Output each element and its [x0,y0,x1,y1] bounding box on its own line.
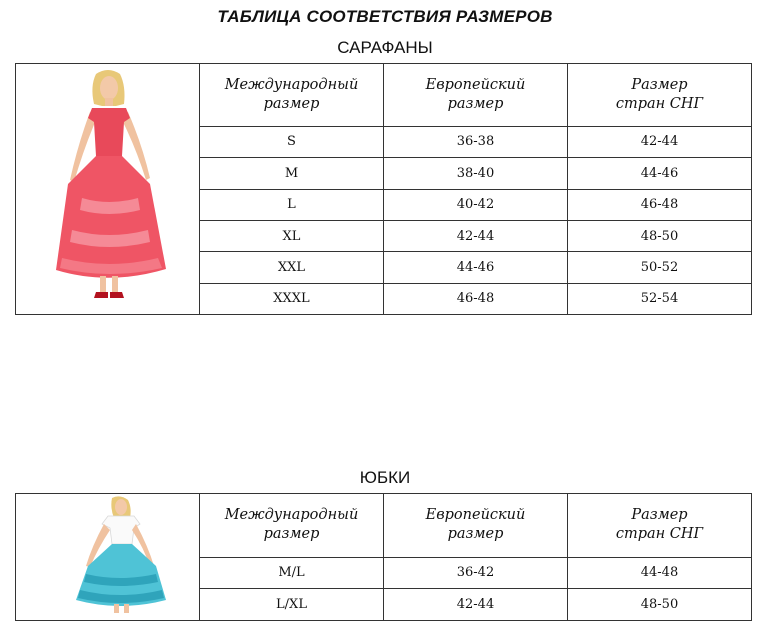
cell-international: XXL [200,252,384,283]
cell-cis: 48-50 [568,589,752,621]
table-header-row [16,494,752,558]
cell-european: 44-46 [384,252,568,283]
table-header-row [16,64,752,127]
page-title: ТАБЛИЦА СООТВЕТСТВИЯ РАЗМЕРОВ [217,7,553,26]
dress-photo [16,64,200,315]
cell-cis: 50-52 [568,252,752,283]
cell-european: 42-44 [384,220,568,251]
size-table-yubki [15,493,752,621]
header-cis-size: Размер стран СНГ [568,64,752,127]
cell-international: XL [200,220,384,251]
cell-international: M [200,158,384,189]
header-cis-size: Размер стран СНГ [568,494,752,558]
cell-european: 36-42 [384,557,568,589]
header-international-size: Международный размер [200,494,384,558]
header-european-size: Европейский размер [384,64,568,127]
header-international-size: Международный размер [200,64,384,127]
cell-international: XXXL [200,283,384,314]
cell-european: 42-44 [384,589,568,621]
cell-cis: 46-48 [568,189,752,220]
skirt-photo [16,494,200,621]
cell-international: S [200,126,384,157]
size-table-sarafany [15,63,752,315]
cell-cis: 44-48 [568,557,752,589]
cell-international: M/L [200,557,384,589]
cell-european: 36-38 [384,126,568,157]
cell-cis: 48-50 [568,220,752,251]
section-title-sarafany: САРАФАНЫ [337,38,433,57]
woman-in-red-maxi-dress-photo-icon [16,64,200,310]
cell-cis: 44-46 [568,158,752,189]
cell-international: L [200,189,384,220]
header-european-size: Европейский размер [384,494,568,558]
cell-international: L/XL [200,589,384,621]
cell-european: 46-48 [384,283,568,314]
woman-in-blue-maxi-skirt-photo-icon [16,494,200,616]
cell-cis: 42-44 [568,126,752,157]
cell-european: 38-40 [384,158,568,189]
cell-european: 40-42 [384,189,568,220]
cell-cis: 52-54 [568,283,752,314]
section-title-yubki: ЮБКИ [359,468,411,487]
